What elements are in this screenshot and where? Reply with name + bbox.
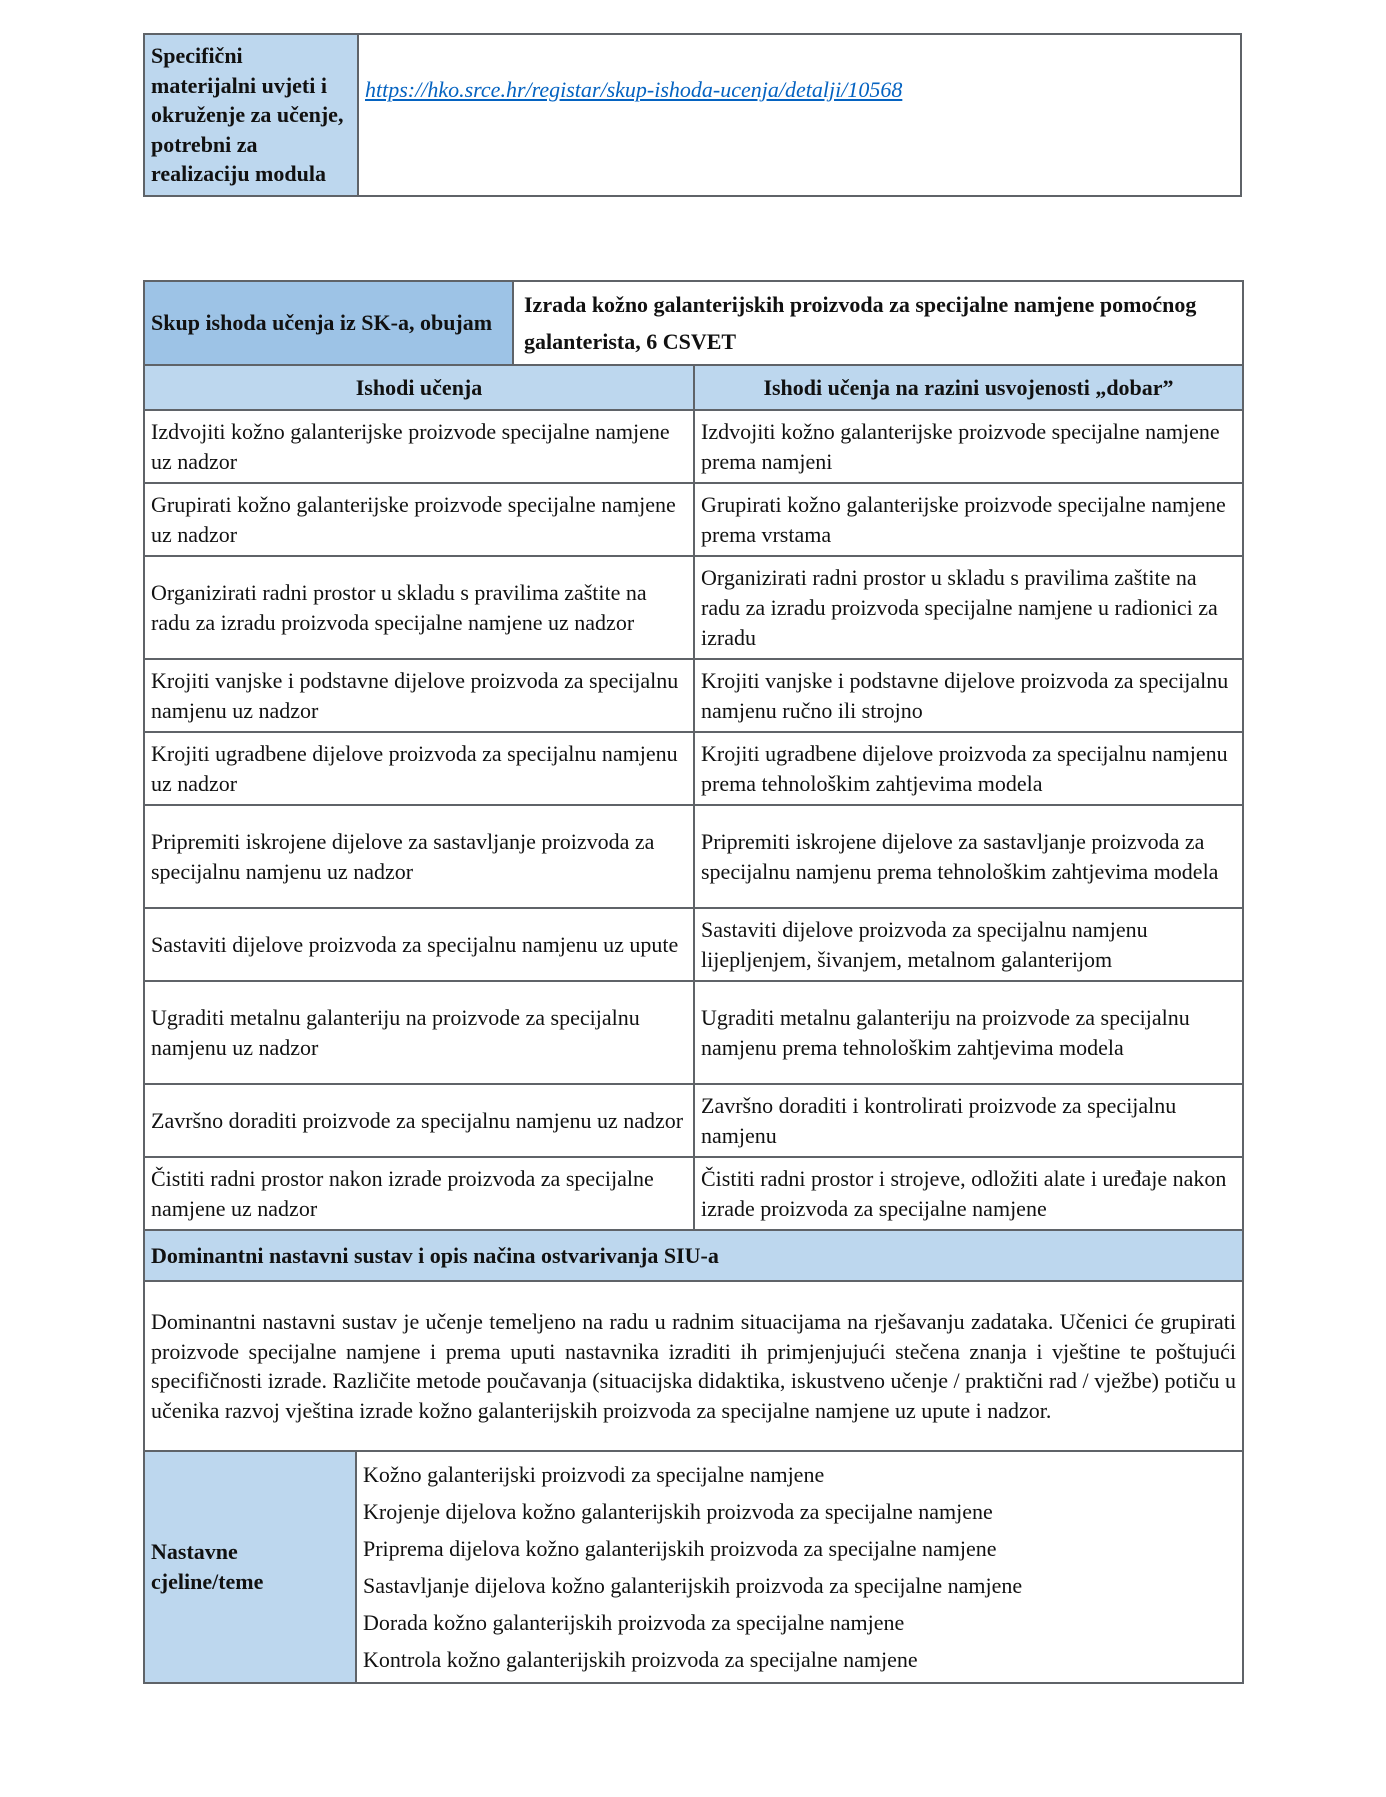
table-row bbox=[144, 483, 1243, 556]
outcome-cell: Sastaviti dijelove proizvoda za specijalnu namjenu uz upute bbox=[144, 908, 694, 981]
outcome-cell: Krojiti vanjske i podstavne dijelove proizvoda za specijalnu namjenu uz nadzor bbox=[144, 659, 694, 732]
material-conditions-value bbox=[358, 34, 1241, 196]
outcome-cell: Organizirati radni prostor u skladu s pravilima zaštite na radu za izradu proizvoda specijalne namjene uz nadzor bbox=[144, 556, 694, 659]
outcome-cell: Završno doraditi proizvode za specijalnu namjenu uz nadzor bbox=[144, 1084, 694, 1157]
teaching-unit-item: Sastavljanje dijelova kožno galanterijskih proizvoda za specijalne namjene bbox=[363, 1573, 1023, 1598]
column-header-outcomes-good: Ishodi učenja na razini usvojenosti „dobar” bbox=[694, 365, 1243, 410]
outcome-good-cell: Ugraditi metalnu galanteriju na proizvode za specijalnu namjenu prema tehnološkim zahtjevima modela bbox=[694, 981, 1243, 1084]
table-row bbox=[144, 1157, 1243, 1230]
table-row bbox=[144, 981, 1243, 1084]
outcome-good-cell: Izdvojiti kožno galanterijske proizvode specijalne namjene prema namjeni bbox=[694, 410, 1243, 483]
teaching-units-list bbox=[356, 1451, 1243, 1683]
hko-register-link[interactable]: https://hko.srce.hr/registar/skup-ishoda-ucenja/detalji/10568 bbox=[365, 77, 903, 102]
column-header-outcomes: Ishodi učenja bbox=[144, 365, 694, 410]
outcome-good-cell: Krojiti vanjske i podstavne dijelove proizvoda za specijalnu namjenu ručno ili strojno bbox=[694, 659, 1243, 732]
outcome-good-cell: Pripremiti iskrojene dijelove za sastavljanje proizvoda za specijalnu namjenu prema tehnološkim zahtjevima modela bbox=[694, 805, 1243, 908]
table-row bbox=[144, 732, 1243, 805]
outcome-good-cell: Organizirati radni prostor u skladu s pravilima zaštite na radu za izradu proizvoda specijalne namjene u radionici za izradu bbox=[694, 556, 1243, 659]
learning-outcomes-table bbox=[143, 280, 1244, 1684]
outcome-good-cell: Krojiti ugradbene dijelove proizvoda za specijalnu namjenu prema tehnološkim zahtjevima modela bbox=[694, 732, 1243, 805]
table-row bbox=[144, 659, 1243, 732]
teaching-units-label: Nastavne cjeline/teme bbox=[144, 1451, 356, 1683]
outcome-good-cell: Grupirati kožno galanterijske proizvode specijalne namjene prema vrstama bbox=[694, 483, 1243, 556]
outcomes-set-label: Skup ishoda učenja iz SK-a, obujam bbox=[144, 281, 513, 365]
teaching-unit-item: Dorada kožno galanterijskih proizvoda za specijalne namjene bbox=[363, 1610, 905, 1635]
outcome-cell: Čistiti radni prostor nakon izrade proizvoda za specijalne namjene uz nadzor bbox=[144, 1157, 694, 1230]
material-conditions-table bbox=[143, 33, 1242, 197]
table-row bbox=[144, 908, 1243, 981]
outcome-good-cell: Završno doraditi i kontrolirati proizvode za specijalnu namjenu bbox=[694, 1084, 1243, 1157]
teaching-unit-item: Kožno galanterijski proizvodi za specijalne namjene bbox=[363, 1462, 825, 1487]
outcome-good-cell: Sastaviti dijelove proizvoda za specijalnu namjenu lijepljenjem, šivanjem, metalnom galanterijom bbox=[694, 908, 1243, 981]
teaching-unit-item: Priprema dijelova kožno galanterijskih proizvoda za specijalne namjene bbox=[363, 1536, 997, 1561]
dominant-system-heading: Dominantni nastavni sustav i opis načina ostvarivanja SIU-a bbox=[144, 1230, 1243, 1281]
outcome-cell: Pripremiti iskrojene dijelove za sastavljanje proizvoda za specijalnu namjenu uz nadzor bbox=[144, 805, 694, 908]
material-conditions-label: Specifični materijalni uvjeti i okruženje za učenje, potrebni za realizaciju modula bbox=[144, 34, 358, 196]
outcomes-set-title: Izrada kožno galanterijskih proizvoda za specijalne namjene pomoćnog galanterista, 6 CSVET bbox=[513, 281, 1243, 365]
teaching-unit-item: Krojenje dijelova kožno galanterijskih proizvoda za specijalne namjene bbox=[363, 1499, 993, 1524]
table-row bbox=[144, 805, 1243, 908]
dominant-system-description: Dominantni nastavni sustav je učenje temeljeno na radu u radnim situacijama na rješavanju zadataka. Učenici će grupirati proizvode specijalne namjene i prema uputi nastavnika izraditi ih primjenjujući stečena znanja i vještine te poštujući specifičnosti izrade. Različite metode poučavanja (situacijska didaktika, iskustveno učenje / praktični rad / vježbe) potiču u učenika razvoj vještina izrade kožno galanterijskih proizvoda za specijalne namjene uz upute i nadzor. bbox=[144, 1281, 1243, 1451]
teaching-unit-item: Kontrola kožno galanterijskih proizvoda za specijalne namjene bbox=[363, 1647, 918, 1672]
table-row bbox=[144, 410, 1243, 483]
outcome-cell: Ugraditi metalnu galanteriju na proizvode za specijalnu namjenu uz nadzor bbox=[144, 981, 694, 1084]
outcome-cell: Krojiti ugradbene dijelove proizvoda za specijalnu namjenu uz nadzor bbox=[144, 732, 694, 805]
table-row bbox=[144, 1084, 1243, 1157]
table-row bbox=[144, 556, 1243, 659]
outcome-good-cell: Čistiti radni prostor i strojeve, odložiti alate i uređaje nakon izrade proizvoda za specijalne namjene bbox=[694, 1157, 1243, 1230]
outcome-cell: Izdvojiti kožno galanterijske proizvode specijalne namjene uz nadzor bbox=[144, 410, 694, 483]
outcome-cell: Grupirati kožno galanterijske proizvode specijalne namjene uz nadzor bbox=[144, 483, 694, 556]
